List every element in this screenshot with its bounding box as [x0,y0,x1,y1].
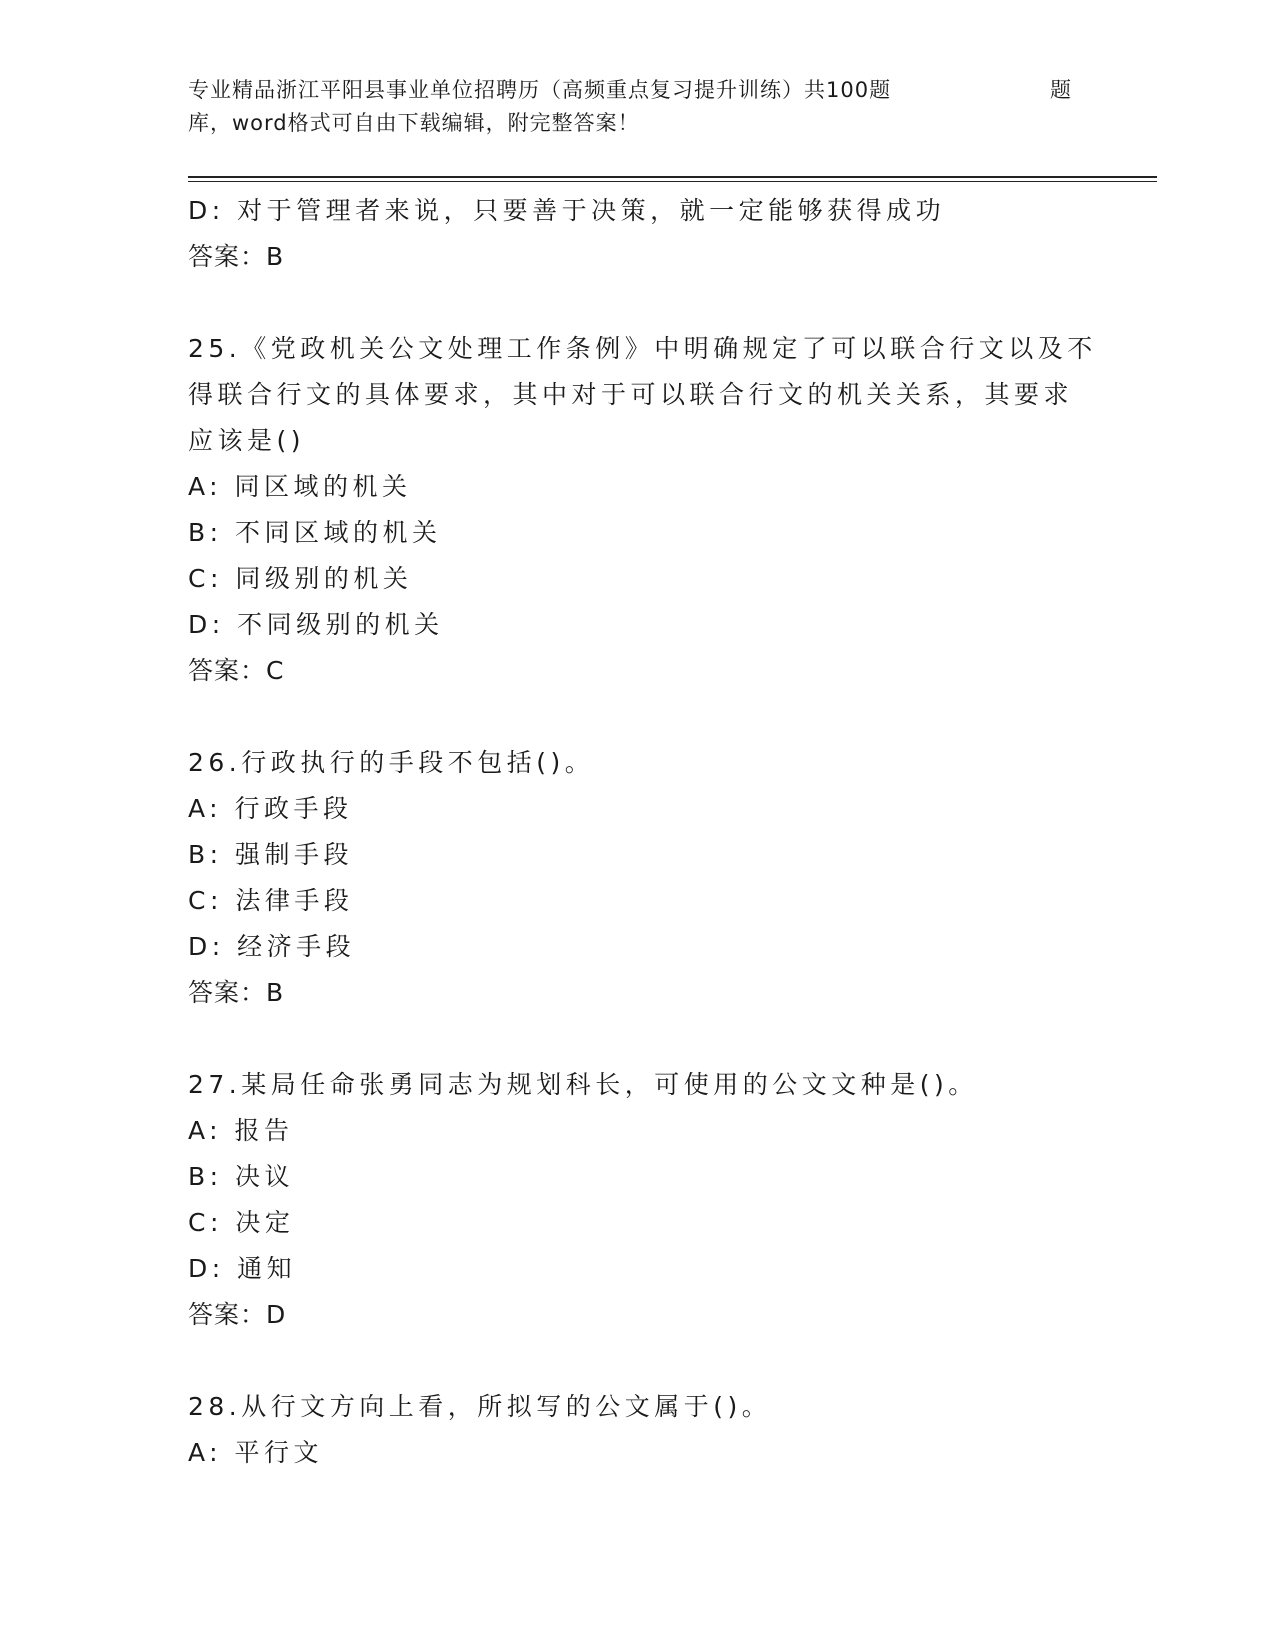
option-d: D: 通知 [188,1254,297,1283]
header-divider-thick [188,176,1157,178]
option-b: B: 决议 [188,1162,295,1191]
header-title: 专业精品浙江平阳县事业单位招聘历（高频重点复习提升训练）共100题 [188,78,892,102]
option-b: B: 强制手段 [188,840,354,869]
header-line-1 [188,74,1088,107]
question-stem: 25.《党政机关公文处理工作条例》中明确规定了可以联合行文以及不 [188,334,1097,363]
option-d: D: 对于管理者来说，只要善于决策，就一定能够获得成功 [188,196,946,225]
option-a: A: 报告 [188,1116,294,1145]
answer-line: 答案：B [188,978,285,1007]
question-block-25 [188,326,1097,694]
question-list [188,188,1097,1476]
header-line-2: 库，word格式可自由下载编辑，附完整答案！ [188,111,640,135]
option-d: D: 经济手段 [188,932,356,961]
option-c: C: 决定 [188,1208,295,1237]
question-stem: 应该是() [188,426,306,455]
question-block-24 [188,188,1088,280]
question-gap [188,1016,1088,1062]
question-stem: 28.从行文方向上看，所拟写的公文属于()。 [188,1392,772,1421]
question-gap [188,280,1088,326]
header-divider-thin [188,181,1157,182]
question-stem: 得联合行文的具体要求，其中对于可以联合行文的机关关系，其要求 [188,380,1074,409]
option-c: C: 法律手段 [188,886,354,915]
answer-line: 答案：D [188,1300,287,1329]
option-c: C: 同级别的机关 [188,564,413,593]
question-gap [188,694,1088,740]
header-title-trail: 题 [1050,78,1072,102]
option-a: A: 行政手段 [188,794,353,823]
option-b: B: 不同区域的机关 [188,518,442,547]
option-a: A: 平行文 [188,1438,324,1467]
option-d: D: 不同级别的机关 [188,610,444,639]
question-block-28 [188,1384,1088,1476]
question-block-26 [188,740,1088,1016]
option-a: A: 同区域的机关 [188,472,412,501]
answer-line: 答案：B [188,242,285,271]
question-stem: 26.行政执行的手段不包括()。 [188,748,595,777]
page-header [188,74,1088,140]
question-stem: 27.某局任命张勇同志为规划科长，可使用的公文文种是()。 [188,1070,978,1099]
question-gap [188,1338,1088,1384]
answer-line: 答案：C [188,656,285,685]
question-block-27 [188,1062,1088,1338]
